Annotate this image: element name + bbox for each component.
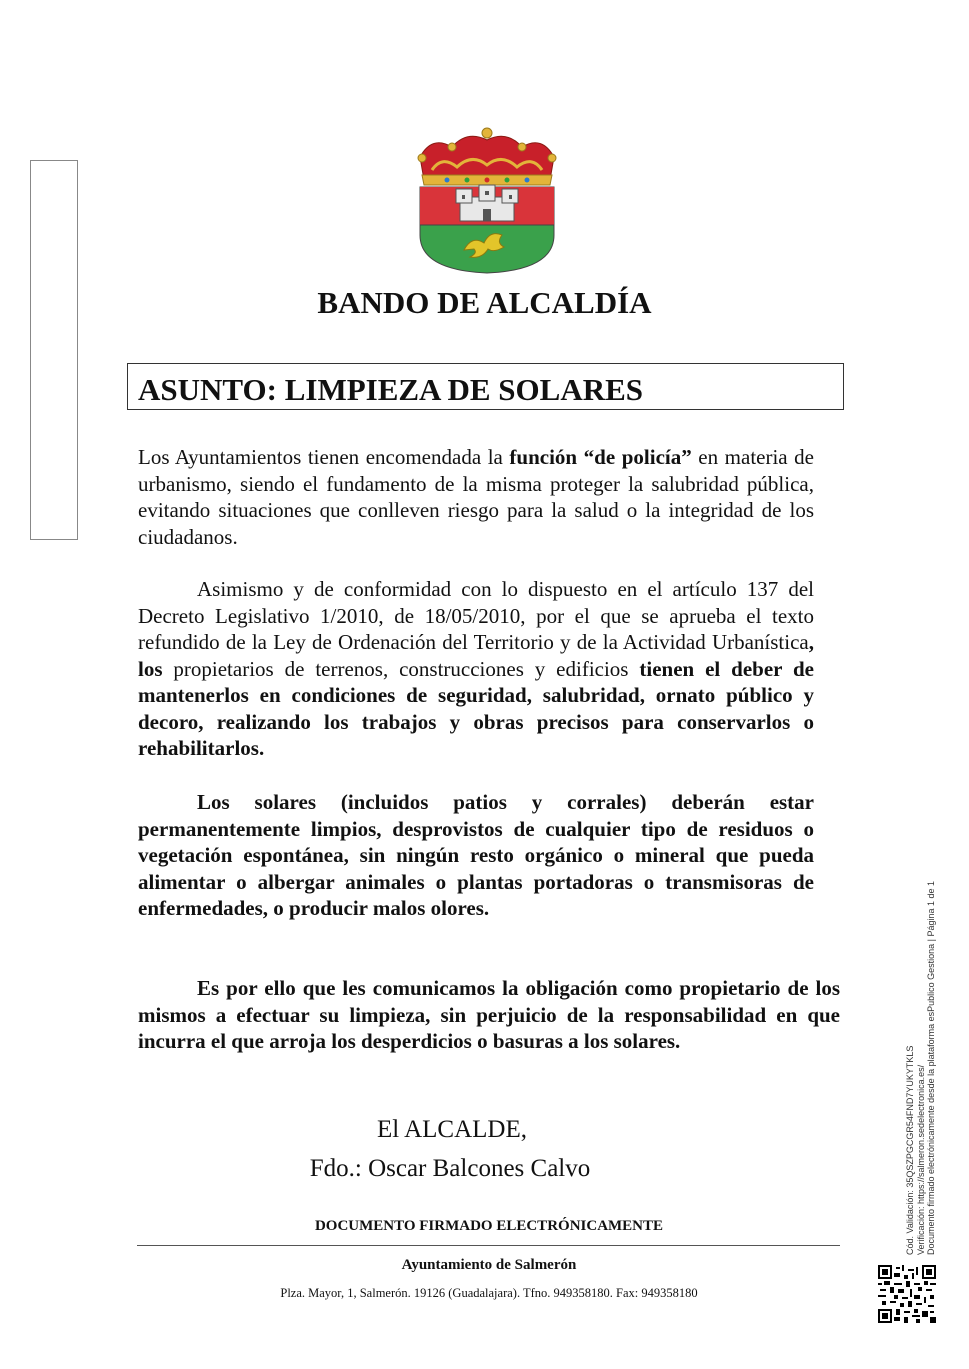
subject-heading: ASUNTO: LIMPIEZA DE SOLARES [138,372,644,407]
paragraph-1-text: Los Ayuntamientos tienen encomendada la [138,445,510,469]
validation-url: Verificación: https://salmeron.sedelectronica.es/ [916,1064,926,1255]
paragraph-3: Los solares (incluidos patios y corrales) deberán estar permanentemente limpios, desprovistos de cualquier tipo de residuos o vegetación espontánea, sin ningún resto orgánico o mineral que pueda alimentar o albergar animales o plantas portadoras o transmisoras de enfermedades, o producir malos olores. [138,790,814,920]
paragraph-1 [138,444,814,550]
organization-address: Plza. Mayor, 1, Salmerón. 19126 (Guadalajara). Tfno. 949358180. Fax: 949358180 [280,1286,698,1300]
electronic-signature-notice: DOCUMENTO FIRMADO ELECTRÓNICAMENTE [314,1218,664,1234]
validation-note-block [926,845,937,1255]
coat-of-arms-icon [412,125,562,275]
organization-name: Ayuntamiento de Salmerón [401,1257,577,1273]
paragraph-2 [138,576,814,762]
paragraph-2-bold-los: , los [138,630,814,681]
signer-name: Fdo.: Oscar Balcones Calvo [309,1155,591,1182]
validation-platform-note: Documento firmado electrónicamente desde la plataforma esPublico Gestiona | Página 1 de 1 [926,880,936,1255]
paragraph-1-text-end: en materia de urbanismo, siendo el fundamento de la misma proteger la salubridad pública, evitando situaciones que conlleven riesgo para la salud o la integridad de los ciudadanos. [138,445,814,549]
signature-stamp [30,160,78,540]
paragraph-4: Es por ello que les comunicamos la obligación como propietario de los mismos a efectuar su limpieza, sin perjuicio de la responsabilidad en que incurra el que arroja los desperdicios o basuras a los solares. [138,976,840,1053]
footer-divider [137,1245,840,1246]
validation-code: Cód. Validación: 35QSZPGCGR54FND7YUKYTKLS [905,1045,915,1255]
page-title: BANDO DE ALCALDÍA [317,285,652,320]
signer-role: El ALCALDE, [377,1116,527,1143]
paragraph-2-text-mid: propietarios de terrenos, construcciones y edificios [162,656,640,681]
paragraph-1-bold: función “de policía” [509,445,692,469]
paragraph-2-text: Asimismo y de conformidad con lo dispuesto en el artículo 137 del Decreto Legislativo 1/2010, de 18/05/2010, por el que se aprueba el texto refundido de la Ley de Ordenación del Territorio y de la Actividad Urbanística [138,577,814,654]
paragraph-2-bold-end: tienen el deber de mantenerlos en condiciones de seguridad, salubridad, ornato público y decoro, realizando los trabajos y obras precisos para conservarlos o rehabilitarlos. [138,656,814,760]
